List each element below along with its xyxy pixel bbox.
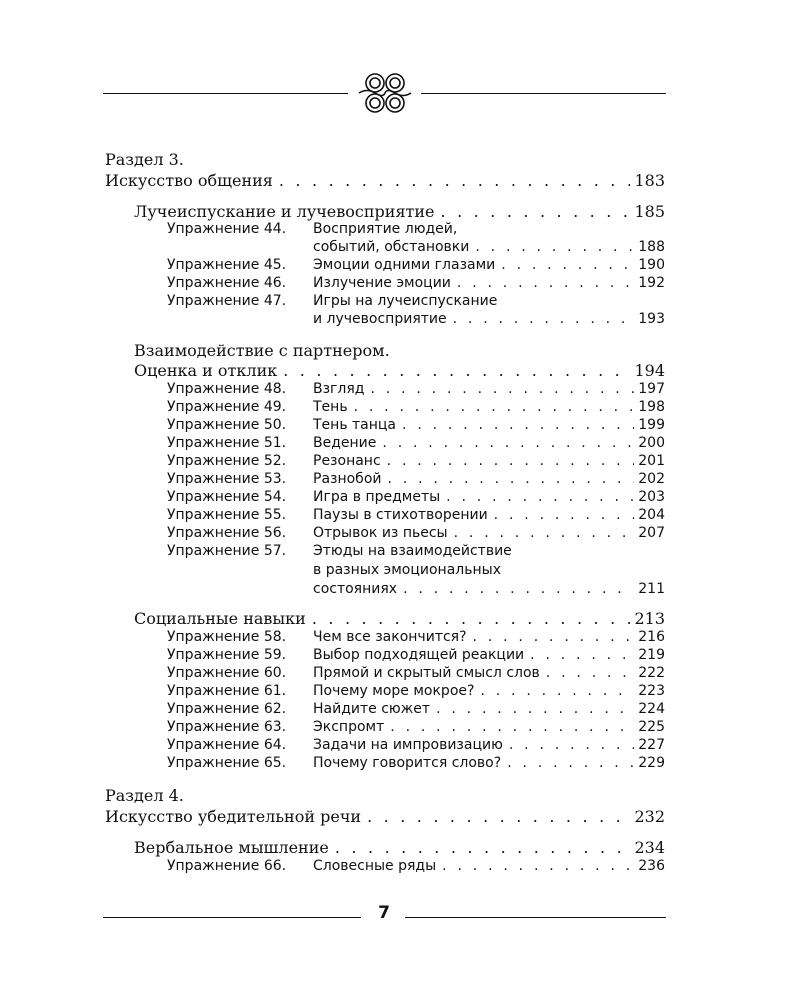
toc-exercise-entry[interactable]	[313, 737, 665, 753]
exercise-title: Прямой и скрытый смысл слов	[313, 665, 540, 681]
page-number: 222	[638, 665, 665, 681]
exercise-label: Упражнение 55.	[167, 507, 287, 523]
toc-exercise-entry[interactable]	[313, 581, 665, 597]
dot-leader	[475, 239, 634, 255]
exercise-label: Упражнение 47.	[167, 293, 287, 309]
exercise-title: Экспромт	[313, 719, 385, 735]
exercise-label: Упражнение 46.	[167, 275, 287, 291]
dot-leader	[454, 525, 635, 541]
dot-leader	[387, 471, 634, 487]
section-label: Раздел 3.	[105, 150, 184, 169]
toc-section-entry[interactable]	[105, 171, 665, 190]
exercise-label: Упражнение 44.	[167, 221, 287, 237]
toc-exercise-entry[interactable]	[313, 647, 665, 663]
section-label: Раздел 4.	[105, 786, 184, 805]
dot-leader	[546, 665, 634, 681]
page-number: 225	[638, 719, 665, 735]
page-footer	[103, 903, 666, 933]
toc-exercise-entry[interactable]	[313, 629, 665, 645]
toc-chapter-entry[interactable]	[134, 361, 665, 380]
exercise-label: Упражнение 57.	[167, 543, 287, 559]
exercise-title: Эмоции одними глазами	[313, 257, 496, 273]
dot-leader	[436, 701, 634, 717]
exercise-title: Излучение эмоции	[313, 275, 451, 291]
exercise-label: Упражнение 63.	[167, 719, 287, 735]
exercise-label: Упражнение 49.	[167, 399, 287, 415]
toc-exercise-entry[interactable]	[313, 507, 665, 523]
exercise-title: Тень	[313, 399, 348, 415]
exercise-label: Упражнение 66.	[167, 858, 287, 874]
dot-leader	[441, 202, 631, 221]
dot-leader	[442, 858, 634, 874]
page-number: 204	[638, 507, 665, 523]
dot-leader	[530, 647, 634, 663]
page-number: 199	[638, 417, 665, 433]
exercise-title: Тень танца	[313, 417, 397, 433]
header-ornament	[103, 68, 666, 118]
exercise-title: Взгляд	[313, 381, 365, 397]
dot-leader	[501, 257, 634, 273]
exercise-title-line: в разных эмоциональных	[313, 562, 501, 578]
exercise-title: Игра в предметы	[313, 489, 441, 505]
toc-exercise-entry[interactable]	[313, 719, 665, 735]
chapter-title-line: Оценка и отклик	[134, 361, 278, 380]
exercise-title: Резонанс	[313, 453, 381, 469]
toc-exercise-entry[interactable]	[313, 683, 665, 699]
toc-exercise-entry[interactable]	[313, 417, 665, 433]
page-number: 234	[634, 838, 665, 857]
toc-section-entry[interactable]	[105, 807, 665, 826]
toc-chapter-entry[interactable]	[134, 609, 665, 628]
page-number: 201	[638, 453, 665, 469]
page-number: 190	[638, 257, 665, 273]
page-number: 216	[638, 629, 665, 645]
dot-leader	[279, 171, 631, 190]
page-number: 193	[638, 311, 665, 327]
toc-exercise-entry[interactable]	[313, 239, 665, 255]
dot-leader	[354, 399, 635, 415]
page-number: 223	[638, 683, 665, 699]
dot-leader	[480, 683, 634, 699]
page-number: 197	[638, 381, 665, 397]
exercise-label: Упражнение 52.	[167, 453, 287, 469]
chapter-title: Вербальное мышление	[134, 838, 329, 857]
page-number: 207	[638, 525, 665, 541]
chapter-title: Социальные навыки	[134, 609, 306, 628]
exercise-title: Паузы в стихотворении	[313, 507, 488, 523]
exercise-title: Выбор подходящей реакции	[313, 647, 525, 663]
dot-leader	[387, 453, 635, 469]
exercise-label: Упражнение 60.	[167, 665, 287, 681]
toc-exercise-entry[interactable]	[313, 435, 665, 451]
exercise-label: Упражнение 59.	[167, 647, 287, 663]
exercise-title: Найдите сюжет	[313, 701, 431, 717]
dot-leader	[367, 807, 630, 826]
exercise-label: Упражнение 54.	[167, 489, 287, 505]
exercise-title: Почему море мокрое?	[313, 683, 475, 699]
toc-chapter-entry[interactable]	[134, 202, 665, 221]
toc-exercise-entry[interactable]	[313, 858, 665, 874]
page-number: 211	[638, 581, 665, 597]
exercise-label: Упражнение 64.	[167, 737, 287, 753]
page-number: 227	[638, 737, 665, 753]
toc-chapter-entry[interactable]	[134, 838, 665, 857]
page-number: 219	[638, 647, 665, 663]
celtic-knot-ornament-icon	[353, 68, 417, 118]
exercise-label: Упражнение 62.	[167, 701, 287, 717]
exercise-title-line: состояниях	[313, 581, 398, 597]
chapter-title-line: Взаимодействие с партнером.	[134, 341, 390, 360]
exercise-title: Разнобой	[313, 471, 382, 487]
toc-exercise-entry[interactable]	[313, 665, 665, 681]
exercise-label: Упражнение 53.	[167, 471, 287, 487]
exercise-title: Задачи на импровизацию	[313, 737, 503, 753]
page-number: 198	[638, 399, 665, 415]
page-number: 192	[638, 275, 665, 291]
exercise-title: Ведение	[313, 435, 377, 451]
page-number: 183	[634, 171, 665, 190]
dot-leader	[382, 435, 634, 451]
exercise-label: Упражнение 50.	[167, 417, 287, 433]
exercise-title-line: событий, обстановки	[313, 239, 470, 255]
page-number: 202	[638, 471, 665, 487]
toc-exercise-entry[interactable]	[313, 489, 665, 505]
header-rule-right	[421, 93, 666, 94]
exercise-label: Упражнение 48.	[167, 381, 287, 397]
exercise-label: Упражнение 56.	[167, 525, 287, 541]
chapter-title: Лучеиспускание и лучевосприятие	[134, 202, 435, 221]
toc-exercise-entry[interactable]	[313, 755, 665, 771]
page-number: 200	[638, 435, 665, 451]
toc-exercise-entry[interactable]	[313, 311, 665, 327]
footer-page-number: 7	[378, 903, 390, 923]
page-number: 236	[638, 858, 665, 874]
exercise-title: Отрывок из пьесы	[313, 525, 448, 541]
section-title: Искусство убедительной речи	[105, 807, 362, 826]
section-title: Искусство общения	[105, 171, 273, 190]
exercise-title: Чем все закончится?	[313, 629, 467, 645]
header-rule-left	[103, 93, 348, 94]
dot-leader	[473, 629, 635, 645]
page-number: 203	[638, 489, 665, 505]
exercise-label: Упражнение 45.	[167, 257, 287, 273]
page-number: 185	[634, 202, 665, 221]
page-number: 213	[634, 609, 665, 628]
exercise-label: Упражнение 58.	[167, 629, 287, 645]
dot-leader	[390, 719, 634, 735]
page-number: 194	[634, 361, 665, 380]
exercise-title-line: Игры на лучеиспускание	[313, 293, 498, 309]
toc-exercise-entry[interactable]	[313, 471, 665, 487]
dot-leader	[509, 737, 634, 753]
exercise-title-line: Восприятие людей,	[313, 221, 458, 237]
toc-exercise-entry[interactable]	[313, 525, 665, 541]
exercise-title-line: и лучевосприятие	[313, 311, 447, 327]
exercise-title: Почему говорится слово?	[313, 755, 502, 771]
dot-leader	[494, 507, 635, 523]
dot-leader	[402, 417, 634, 433]
dot-leader	[453, 311, 635, 327]
toc-exercise-entry[interactable]	[313, 399, 665, 415]
page-number: 224	[638, 701, 665, 717]
page-number: 188	[638, 239, 665, 255]
dot-leader	[457, 275, 634, 291]
dot-leader	[335, 838, 631, 857]
page-number: 232	[634, 807, 665, 826]
exercise-label: Упражнение 51.	[167, 435, 287, 451]
toc-exercise-entry[interactable]	[313, 701, 665, 717]
footer-rule-right	[405, 917, 666, 918]
toc-exercise-entry[interactable]	[313, 453, 665, 469]
toc-exercise-entry[interactable]	[313, 275, 665, 291]
dot-leader	[507, 755, 634, 771]
exercise-title: Словесные ряды	[313, 858, 437, 874]
toc-exercise-entry[interactable]	[313, 257, 665, 273]
dot-leader	[370, 381, 634, 397]
footer-rule-left	[103, 917, 361, 918]
exercise-label: Упражнение 61.	[167, 683, 287, 699]
exercise-title-line: Этюды на взаимодействие	[313, 543, 512, 559]
exercise-label: Упражнение 65.	[167, 755, 287, 771]
dot-leader	[446, 489, 634, 505]
dot-leader	[403, 581, 634, 597]
toc-exercise-entry[interactable]	[313, 381, 665, 397]
page-number: 229	[638, 755, 665, 771]
dot-leader	[283, 361, 630, 380]
dot-leader	[312, 609, 631, 628]
